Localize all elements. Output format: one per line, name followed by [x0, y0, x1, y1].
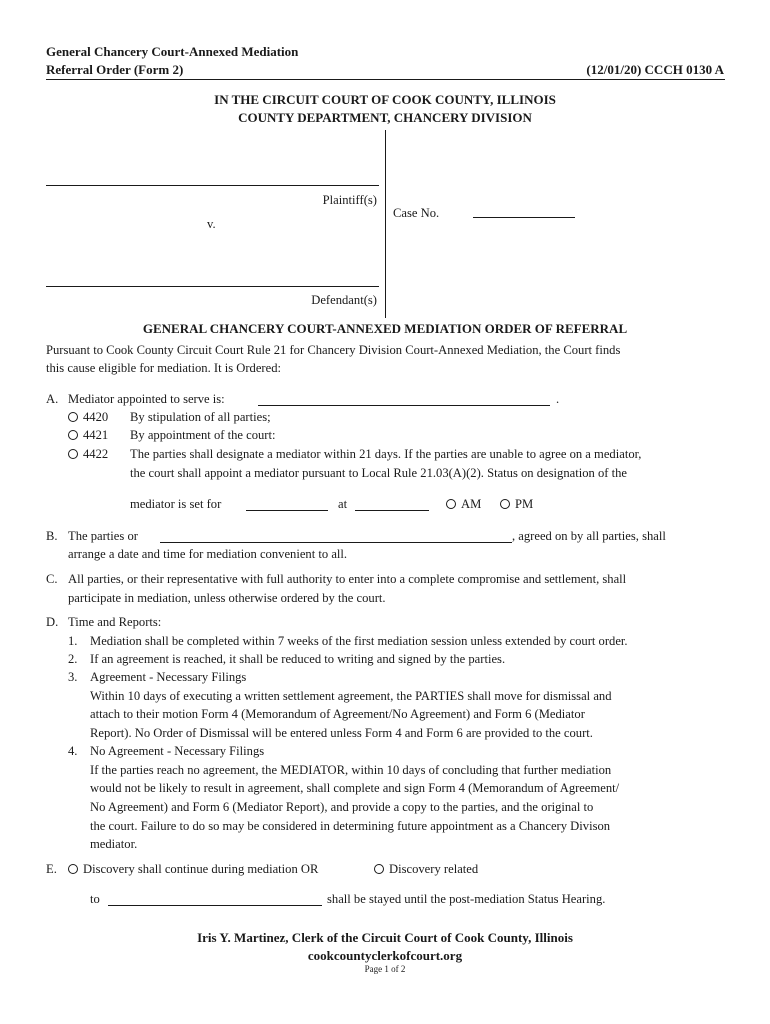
radio-4422[interactable] [68, 449, 78, 459]
intro-line-1: Pursuant to Cook County Circuit Court Rule 21 for Chancery Division Court-Annexed Mediation, the Court finds [46, 343, 621, 357]
am-label: AM [461, 497, 482, 511]
defendant-label: Defendant(s) [311, 293, 377, 307]
discovery-continue-label: Discovery shall continue during mediation OR [83, 862, 319, 876]
d-item-2-text: If an agreement is reached, it shall be reduced to writing and signed by the parties. [90, 652, 506, 666]
option-4421-code: 4421 [83, 428, 109, 442]
option-4421[interactable] [68, 428, 108, 443]
d4-line-4: the court. Failure to do so may be considered in determining future appointment as a Chancery Divison [90, 819, 611, 833]
versus-label: v. [207, 217, 216, 231]
form-code: (12/01/20) CCCH 0130 A [586, 62, 724, 77]
d-item-3-num: 3. [68, 670, 78, 684]
section-e-letter: E. [46, 862, 57, 876]
section-c-line-2: participate in mediation, unless otherwise ordered by the court. [68, 591, 386, 605]
section-b-field[interactable] [160, 542, 512, 543]
discovery-related-radio[interactable] [374, 864, 384, 874]
am-radio[interactable] [446, 499, 456, 509]
plaintiff-name-field[interactable] [46, 185, 379, 186]
pm-radio[interactable] [500, 499, 510, 509]
discovery-subject-field[interactable] [108, 905, 322, 906]
d-item-4-num: 4. [68, 744, 78, 758]
d-item-1-text: Mediation shall be completed within 7 weeks of the first mediation session unless extended by court order. [90, 634, 628, 648]
plaintiff-label: Plaintiff(s) [322, 193, 377, 207]
section-b-after: , agreed on by all parties, shall [512, 529, 666, 543]
case-no-field[interactable] [473, 217, 575, 218]
option-4420-code: 4420 [83, 410, 109, 424]
discovery-continue-radio[interactable] [68, 864, 78, 874]
court-division: COUNTY DEPARTMENT, CHANCERY DIVISION [238, 110, 532, 125]
clerk-name: Iris Y. Martinez, Clerk of the Circuit Court of Cook County, Illinois [197, 930, 573, 945]
radio-4421[interactable] [68, 430, 78, 440]
d-item-4-text: No Agreement - Necessary Filings [90, 744, 265, 758]
am-option[interactable] [446, 497, 481, 512]
section-b-continued: arrange a date and time for mediation convenient to all. [68, 547, 348, 561]
caption-divider [385, 130, 386, 318]
status-date-label: mediator is set for [130, 497, 222, 511]
option-4422-continued: the court shall appoint a mediator pursuant to Local Rule 21.03(A)(2). Status on designation of the [130, 466, 627, 480]
form-title-line-2: Referral Order (Form 2) [46, 62, 184, 77]
discovery-stayed-text: shall be stayed until the post-mediation Status Hearing. [327, 892, 606, 906]
clerk-website[interactable]: cookcountyclerkofcourt.org [307, 948, 463, 963]
d-item-3-text: Agreement - Necessary Filings [90, 670, 247, 684]
section-d-letter: D. [46, 615, 59, 629]
case-no-label: Case No. [393, 206, 440, 220]
page-number: Page 1 of 2 [364, 964, 406, 974]
discovery-continue-option[interactable] [68, 862, 318, 877]
option-4422-code: 4422 [83, 447, 109, 461]
d4-line-2: would not be likely to result in agreement, shall complete and sign Form 4 (Memorandum of Agreement/ [90, 781, 620, 795]
d3-line-2: attach to their motion Form 4 (Memorandum of Agreement/No Agreement) and Form 6 (Mediator [90, 707, 585, 721]
section-b-text: The parties or [68, 529, 138, 543]
section-c-letter: C. [46, 572, 58, 586]
discovery-to-label: to [90, 892, 100, 906]
status-date-field[interactable] [246, 510, 328, 511]
section-a-letter: A. [46, 392, 59, 406]
section-a-text: Mediator appointed to serve is: [68, 392, 225, 406]
order-title: GENERAL CHANCERY COURT-ANNEXED MEDIATION ORDER OF REFERRAL [142, 321, 628, 336]
defendant-name-field[interactable] [46, 286, 379, 287]
option-4420[interactable] [68, 410, 108, 425]
mediator-name-field[interactable] [258, 405, 550, 406]
section-c-line-1: All parties, or their representative with full authority to enter into a complete compromise and settlement, shall [68, 572, 627, 586]
form-title-line-1: General Chancery Court-Annexed Mediation [46, 44, 299, 59]
section-d-title: Time and Reports: [68, 615, 162, 629]
pm-label: PM [515, 497, 534, 511]
discovery-related-label: Discovery related [389, 862, 479, 876]
discovery-related-option[interactable] [374, 862, 478, 877]
d4-line-5: mediator. [90, 837, 138, 851]
option-4421-text: By appointment of the court: [130, 428, 276, 442]
d4-line-1: If the parties reach no agreement, the MEDIATOR, within 10 days of concluding that further mediation [90, 763, 612, 777]
court-name: IN THE CIRCUIT COURT OF COOK COUNTY, ILLINOIS [214, 92, 556, 107]
option-4422-text: The parties shall designate a mediator within 21 days. If the parties are unable to agree on a mediator, [130, 447, 642, 461]
d3-line-1: Within 10 days of executing a written settlement agreement, the PARTIES shall move for dismissal and [90, 689, 612, 703]
radio-4420[interactable] [68, 412, 78, 422]
pm-option[interactable] [500, 497, 533, 512]
header-rule [46, 79, 725, 80]
d-item-2-num: 2. [68, 652, 78, 666]
status-at-label: at [338, 497, 348, 511]
d3-line-3: Report). No Order of Dismissal will be entered unless Form 4 and Form 6 are provided to the court. [90, 726, 593, 740]
option-4420-text: By stipulation of all parties; [130, 410, 271, 424]
option-4422[interactable] [68, 447, 108, 462]
d4-line-3: No Agreement) and Form 6 (Mediator Report), and provide a copy to the parties, and the original to [90, 800, 594, 814]
section-a-period: . [556, 392, 560, 406]
status-time-field[interactable] [355, 510, 429, 511]
intro-line-2: this cause eligible for mediation. It is Ordered: [46, 361, 282, 375]
section-b-letter: B. [46, 529, 58, 543]
d-item-1-num: 1. [68, 634, 78, 648]
